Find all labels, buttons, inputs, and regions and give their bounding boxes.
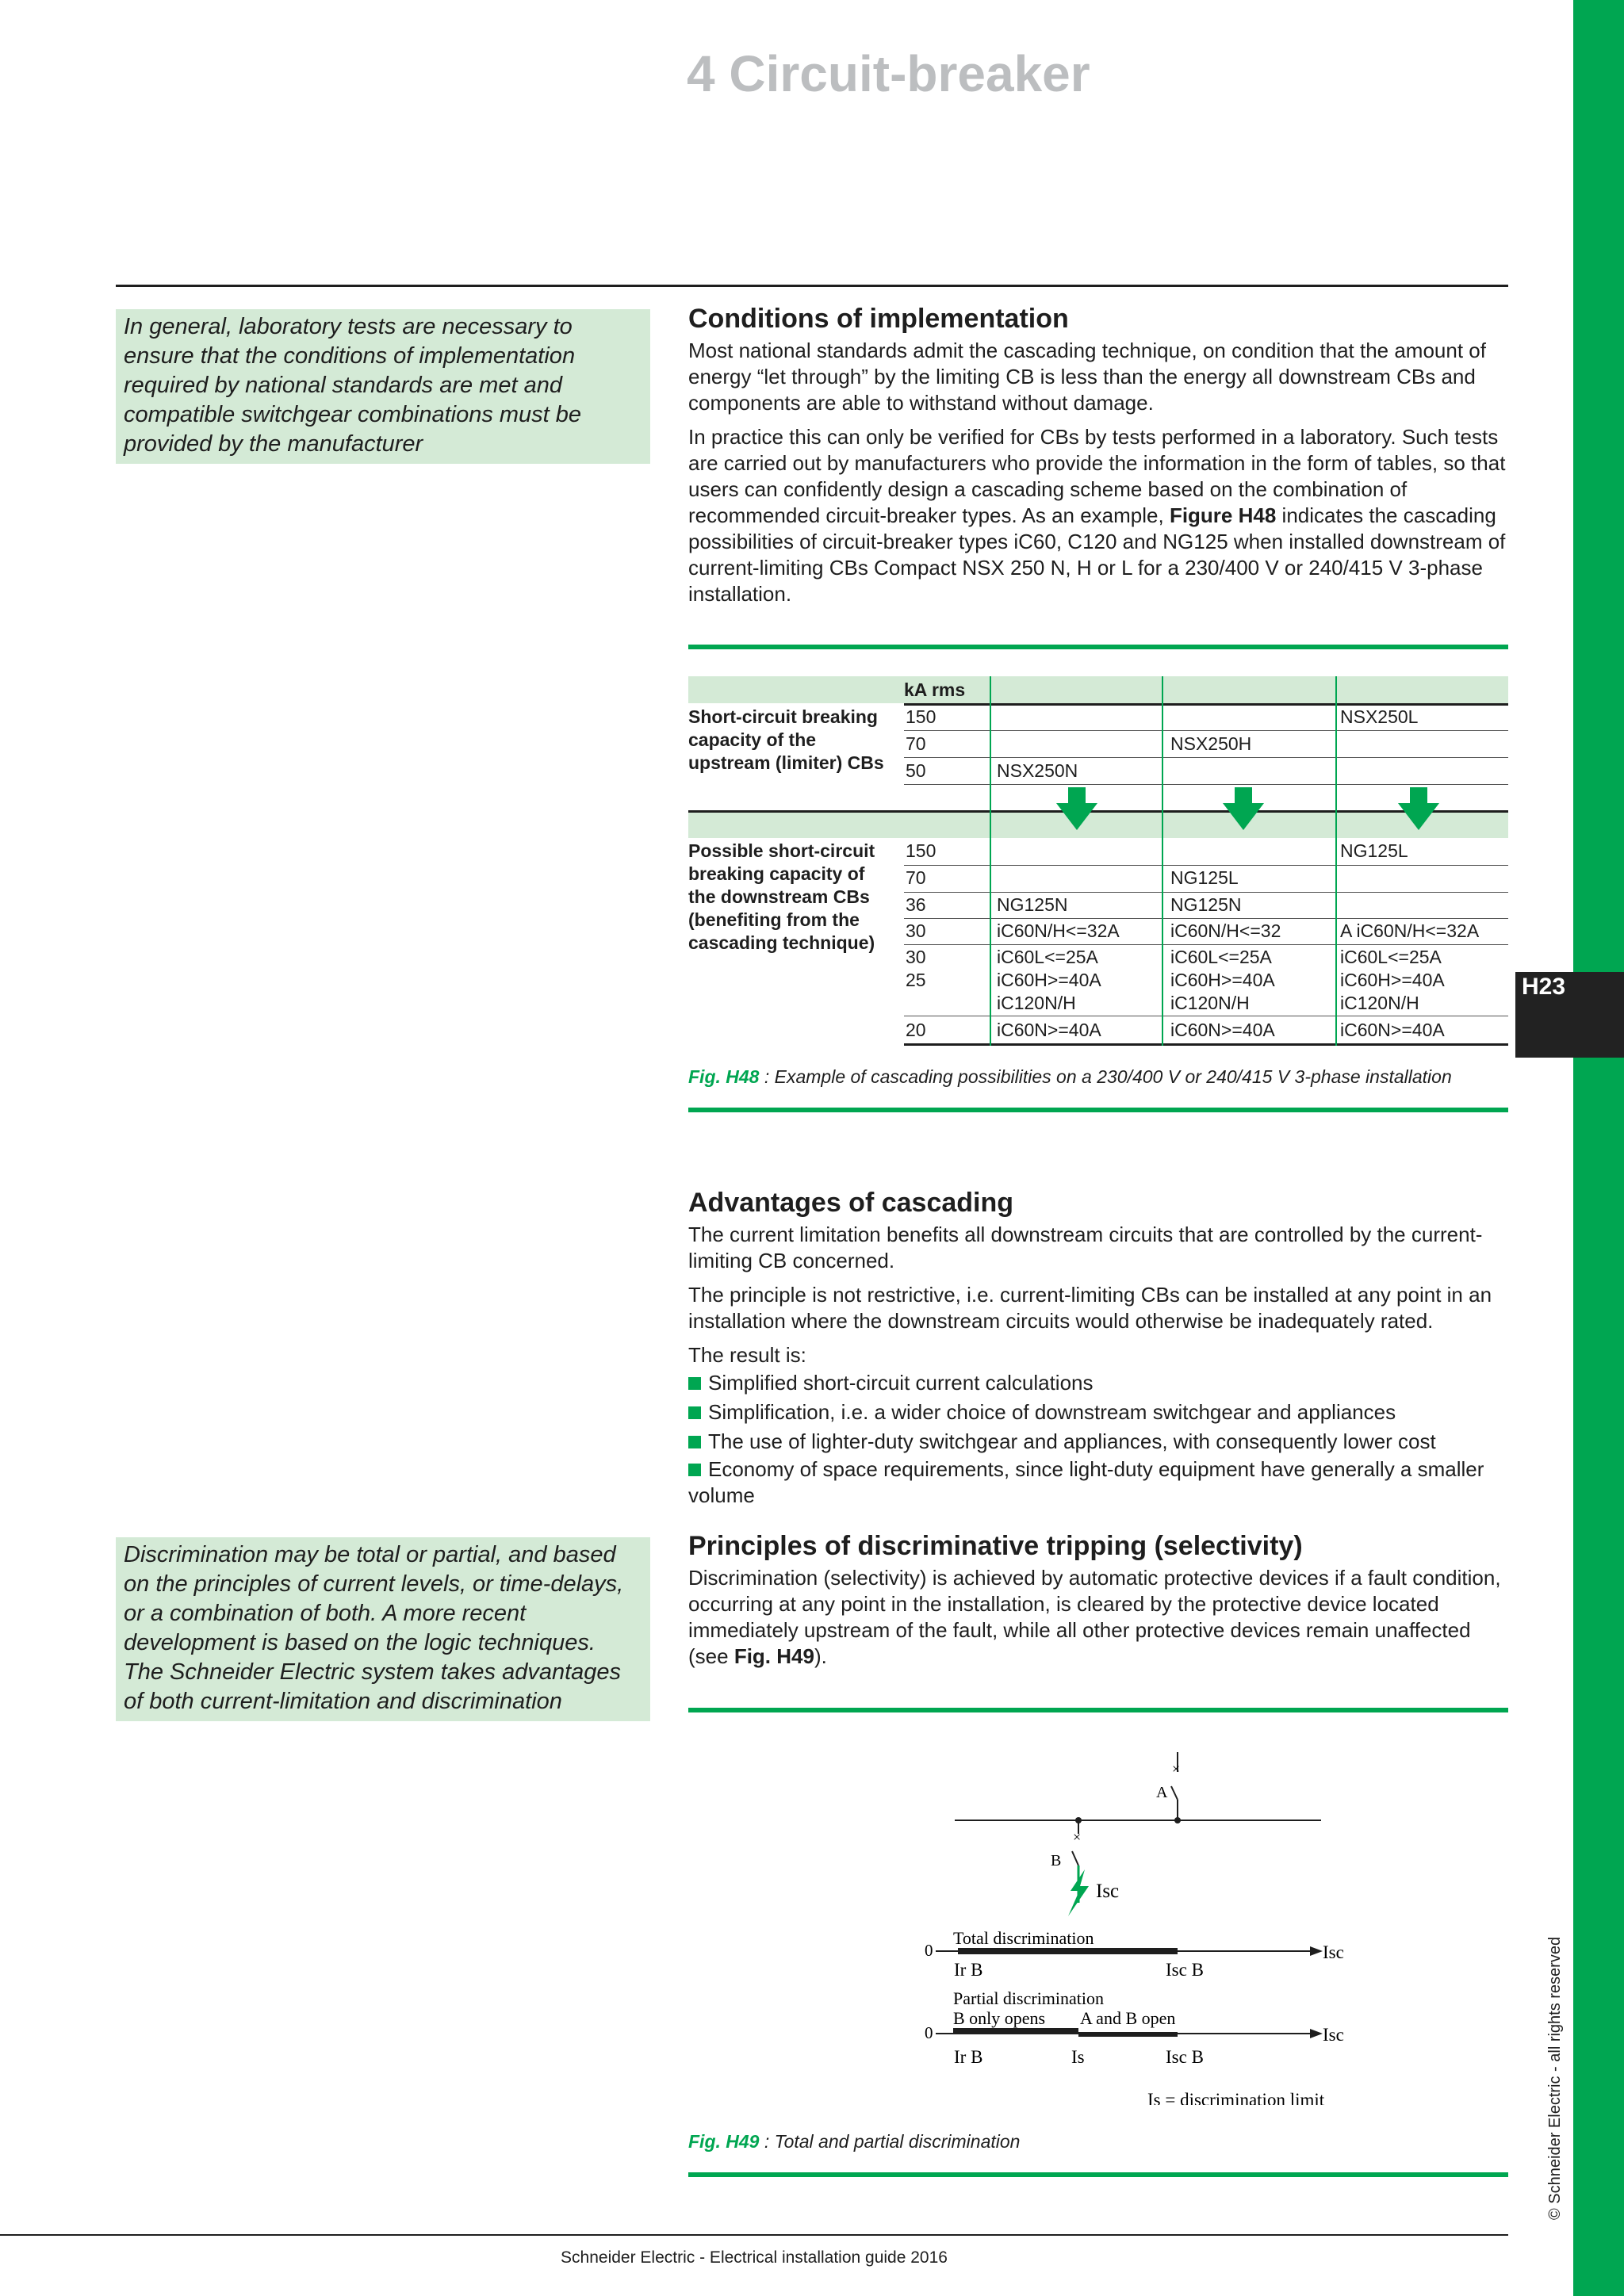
axis-arrow-icon <box>1310 1946 1323 1956</box>
table-rule <box>904 757 1508 758</box>
header-band <box>688 676 1508 703</box>
discrimination-diagram <box>825 1740 1380 2105</box>
upstream-label: Short-circuit breaking capacity of the upstream (limiter) CBs <box>688 706 884 773</box>
table-rule <box>904 1043 1508 1046</box>
paragraph: The current limitation benefits all downstream circuits that are controlled by the current-limiting CB concerned. <box>688 1223 1483 1272</box>
table-rule <box>904 918 1508 919</box>
cell: A iC60N/H<=32A <box>1340 920 1480 941</box>
downstream-label: Possible short-circuit breaking capacity of the downstream CBs (benefiting from the cascading technique) <box>688 840 875 953</box>
figure-caption-h48 <box>688 1066 1452 1088</box>
cell: iC60N>=40A <box>997 1020 1101 1040</box>
copyright-notice: © Schneider Electric - all rights reserved <box>1546 1936 1564 2220</box>
sidebox-laboratory-tests: In general, laboratory tests are necessary to ensure that the conditions of implementation required by national standards are met and compatible switchgear combinations must be provided by the manufacturer <box>116 309 650 464</box>
cell: iC60N>=40A <box>1170 1020 1275 1040</box>
figure-label: Fig. H48 <box>688 1066 760 1087</box>
cell: iC60N/H<=32A <box>997 920 1120 941</box>
text: ). <box>814 1644 827 1668</box>
total-title: Total discrimination <box>953 1928 1094 1948</box>
axis-label-isc: Isc <box>1323 2025 1344 2045</box>
figure-ref: Fig. H49 <box>733 1644 814 1668</box>
figure-label: Fig. H49 <box>688 2131 760 2152</box>
discrimination-limit-legend: Is = discrimination limit <box>1147 2090 1325 2105</box>
section-heading: Principles of discriminative tripping (selectivity) <box>688 1531 1303 1561</box>
cell: iC60H>=40A <box>997 970 1101 990</box>
bullet-list <box>688 1368 1513 1509</box>
cell: iC60L<=25A <box>997 947 1098 967</box>
axis-arrow-icon <box>1310 2029 1323 2038</box>
list-item: Simplified short-circuit current calculations <box>688 1368 1513 1398</box>
cascading-table <box>688 676 1508 1046</box>
cell-ka: 36 <box>906 894 926 915</box>
label-a: A <box>1156 1784 1168 1801</box>
list-item: The use of lighter-duty switchgear and appliances, with consequently lower cost <box>688 1427 1513 1456</box>
section-heading: Advantages of cascading <box>688 1188 1014 1218</box>
tick-is: Is <box>1071 2047 1085 2067</box>
tick-ir-b: Ir B <box>954 2047 983 2067</box>
column-divider <box>1335 676 1337 1046</box>
section-heading: Conditions of implementation <box>688 304 1069 334</box>
cell: iC120N/H <box>1340 993 1419 1013</box>
cell: iC60N/H<=32 <box>1170 920 1281 941</box>
cell-ka: 30 <box>906 947 926 967</box>
cell: iC60L<=25A <box>1170 947 1272 967</box>
table-rule <box>904 730 1508 731</box>
tick-ir-b: Ir B <box>954 1960 983 1980</box>
text: indicates the cascading possibilities of circuit-breaker types iC60, C120 and NG125 when installed downstream of current-limiting CBs Compact NSX 250 N, H or L for a 230/400 V or 240/415 V 3-phase installation. <box>688 503 1506 606</box>
page-number: H23 <box>1522 974 1566 1000</box>
paragraph <box>688 424 1513 607</box>
label-isc: Isc <box>1096 1881 1120 1902</box>
cell: iC60H>=40A <box>1340 970 1445 990</box>
caption-text: : Example of cascading possibilities on a 230/400 V or 240/415 V 3-phase installation <box>759 1066 1452 1087</box>
b-only-opens: B only opens <box>953 2008 1046 2028</box>
list-item: Economy of space requirements, since light-duty equipment have generally a smaller volume <box>688 1456 1513 1509</box>
section-discrimination <box>688 1529 1513 1678</box>
paragraph <box>688 1565 1513 1670</box>
junction-a <box>1174 1817 1181 1823</box>
page-footer: Schneider Electric - Electrical installation guide 2016 <box>561 2248 948 2267</box>
text: In practice this can only be verified for CBs by tests performed in a laboratory. Such tests are carried out by manufacturers who provide the information in the form of tables, so that users can confidently design a cascading scheme based on the combination of recommended circuit-breaker types. As an example, <box>688 425 1506 527</box>
paragraph: Most national standards admit the cascading technique, on condition that the amount of energy “let through” by the limiting CB is less than the energy all downstream CBs and components are able to withstand without damage. <box>688 339 1486 415</box>
figure-caption-h49 <box>688 2131 1020 2152</box>
list-item: Simplification, i.e. a wider choice of downstream switchgear and appliances <box>688 1398 1513 1427</box>
cell: iC60L<=25A <box>1340 947 1442 967</box>
cell: NSX250H <box>1170 733 1252 754</box>
paragraph: The result is: <box>688 1343 806 1367</box>
cell: iC120N/H <box>997 993 1076 1013</box>
column-divider <box>990 676 991 1046</box>
label-b: B <box>1051 1852 1062 1869</box>
text: Discrimination (selectivity) is achieved by automatic protective devices if a fault condition, occurring at any point in the installation, is cleared by the protective device located immediately upstream of the fault, while all other protective devices remain unaffected (see <box>688 1566 1501 1668</box>
cell-ka: 150 <box>906 706 936 727</box>
green-rule <box>688 1708 1508 1712</box>
table-rule <box>688 810 1508 813</box>
top-rule <box>116 285 1508 287</box>
table-rule <box>904 892 1508 893</box>
table-rule <box>904 865 1508 866</box>
axis-zero: 0 <box>925 2023 933 2042</box>
cell: NG125N <box>1170 894 1242 915</box>
figure-ref: Figure H48 <box>1169 503 1277 527</box>
cell: iC60N>=40A <box>1340 1020 1445 1040</box>
page-number-tab <box>1515 972 1624 1058</box>
partial-title: Partial discrimination <box>953 1988 1105 2008</box>
axis-zero: 0 <box>925 1941 933 1960</box>
section-conditions <box>688 301 1513 615</box>
cell: iC120N/H <box>1170 993 1250 1013</box>
cell-ka: 70 <box>906 733 926 754</box>
green-rule <box>688 645 1508 649</box>
caption-text: : Total and partial discrimination <box>759 2131 1021 2152</box>
green-rule <box>688 2172 1508 2177</box>
a-and-b-open: A and B open <box>1080 2008 1176 2028</box>
unit-header: kA rms <box>904 679 966 700</box>
breaker-b-cross-icon: × <box>1073 1829 1082 1845</box>
table-rule <box>904 784 1508 785</box>
column-divider <box>1162 676 1163 1046</box>
cell: NSX250N <box>997 760 1078 781</box>
cell: NG125L <box>1170 867 1239 888</box>
breaker-b-contact <box>1072 1851 1078 1866</box>
cell-ka: 50 <box>906 760 926 781</box>
breaker-a-cross-icon: × <box>1172 1761 1181 1777</box>
breaker-a-contact <box>1171 1786 1178 1800</box>
cell: NG125N <box>997 894 1068 915</box>
cell-ka: 150 <box>906 840 936 861</box>
green-rule <box>688 1108 1508 1112</box>
tick-isc-b: Isc B <box>1166 1960 1204 1980</box>
cell: NSX250L <box>1340 706 1419 727</box>
paragraph: The principle is not restrictive, i.e. current-limiting CBs can be installed at any point in an installation where the downstream circuits would otherwise be inadequately rated. <box>688 1283 1492 1333</box>
cell-ka: 20 <box>906 1020 926 1040</box>
axis-label-isc: Isc <box>1323 1942 1344 1962</box>
sidebox-text: The Schneider Electric system takes advantages of both current-limitation and discrimination <box>124 1659 622 1714</box>
arrow-band <box>688 811 1508 838</box>
cell-ka: 70 <box>906 867 926 888</box>
green-side-bar <box>1573 0 1624 2296</box>
section-advantages <box>688 1185 1513 1509</box>
chapter-title: 4 Circuit-breaker <box>687 45 1090 102</box>
tick-isc-b: Isc B <box>1166 2047 1204 2067</box>
sidebox-text: Discrimination may be total or partial, and based on the principles of current levels, or time-delays, or a combination of both. A more recent development is based on the logic techniques. <box>124 1542 624 1655</box>
sidebox-discrimination <box>116 1537 650 1721</box>
table-rule <box>904 944 1508 945</box>
footer-rule <box>0 2234 1508 2236</box>
cell: iC60H>=40A <box>1170 970 1275 990</box>
cell-ka: 25 <box>906 970 926 990</box>
cell-ka: 30 <box>906 920 926 941</box>
cell: NG125L <box>1340 840 1408 861</box>
